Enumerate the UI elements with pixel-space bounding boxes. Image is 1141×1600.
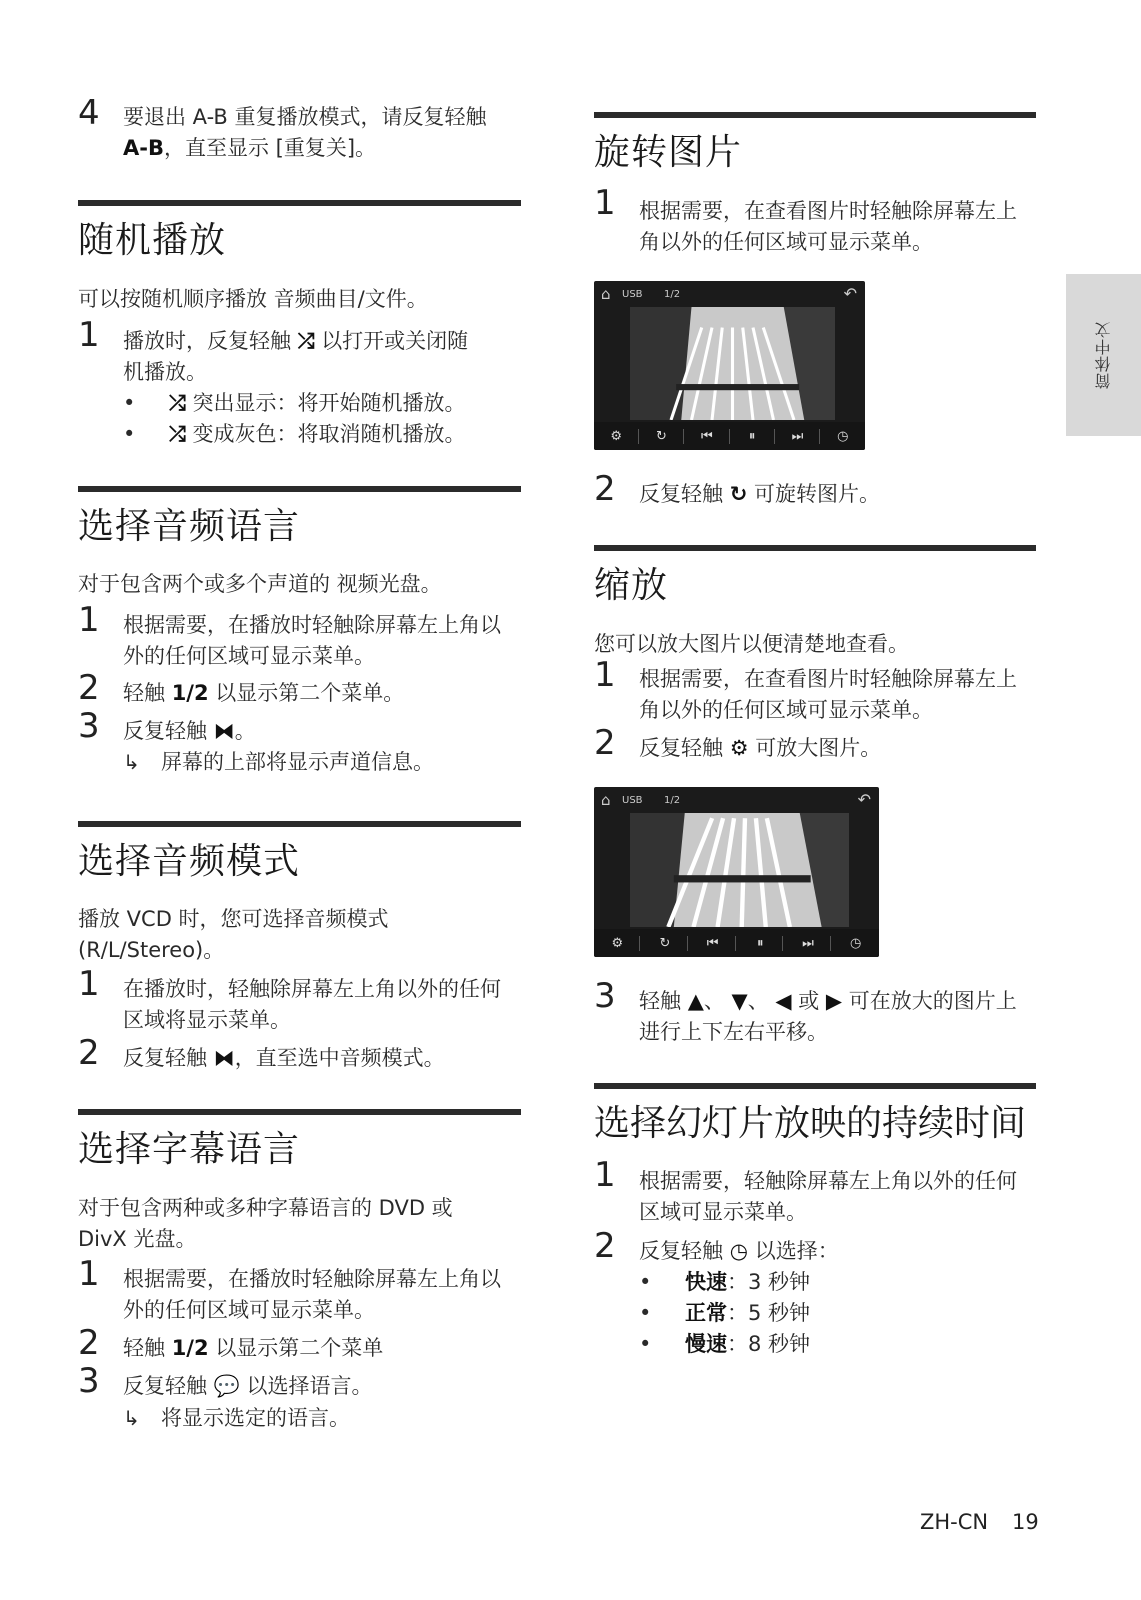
audio-mode-step-1: 在播放时，轻触除屏幕左上角以外的任何区域将显示菜单。 bbox=[123, 977, 501, 1032]
section-title-rotate: 旋转图片 bbox=[594, 132, 743, 173]
zoom-icon: ⚙ bbox=[595, 936, 640, 951]
shuffle-icon: ⤮ bbox=[297, 329, 315, 353]
section-title-slideshow: 选择幻灯片放映的持续时间 bbox=[594, 1103, 1027, 1144]
page-indicator: 1/2 bbox=[664, 289, 681, 300]
audio-language-step-3 bbox=[123, 716, 523, 747]
result-text: 将显示选定的语言。 bbox=[161, 1406, 350, 1430]
step-text: 反复轻触 bbox=[123, 1374, 207, 1398]
step-text: 反复轻触 bbox=[123, 719, 207, 743]
bullet-item: • ⤮ 变成灰色：将取消随机播放。 bbox=[123, 419, 466, 450]
step-number: 1 bbox=[78, 964, 100, 1004]
step-text: 轻触 bbox=[123, 1336, 165, 1360]
option-text: ：5 秒钟 bbox=[727, 1301, 811, 1325]
arrow-up-icon: ▲ bbox=[687, 989, 704, 1013]
next-icon: ⏭ bbox=[775, 429, 820, 444]
step-text: 反复轻触 bbox=[639, 482, 723, 506]
step-text: 可放大图片。 bbox=[755, 736, 882, 760]
zoom-icon: ⚙ bbox=[594, 429, 639, 444]
audio-language-step-2 bbox=[123, 678, 523, 709]
step-number: 1 bbox=[594, 1155, 616, 1195]
zoom-icon: ⚙ bbox=[729, 736, 749, 760]
zoom-step-3 bbox=[639, 986, 1034, 1048]
step-text: 或 bbox=[798, 989, 820, 1013]
step-number: 2 bbox=[78, 668, 100, 708]
slideshow-step-2 bbox=[639, 1236, 1039, 1267]
subtitle-step-1: 根据需要，在播放时轻触除屏幕左上角以外的任何区域可显示菜单。 bbox=[123, 1267, 501, 1322]
home-icon: ⌂ bbox=[601, 285, 611, 303]
step-text: 反复轻触 bbox=[639, 736, 723, 760]
step-number: 2 bbox=[78, 1323, 100, 1363]
back-icon: ↶ bbox=[843, 284, 857, 303]
step-number: 1 bbox=[78, 600, 100, 640]
step-number: 1 bbox=[594, 655, 616, 695]
rotate-icon: ↻ bbox=[643, 936, 688, 951]
step-number: 1 bbox=[78, 1254, 100, 1294]
bullet-item: • 正常：5 秒钟 bbox=[639, 1301, 811, 1325]
section-rule bbox=[594, 112, 1036, 118]
section-title-zoom: 缩放 bbox=[594, 565, 669, 606]
step-text: 、 bbox=[747, 989, 769, 1013]
step-text: 反复轻触 bbox=[123, 1046, 207, 1070]
step-text bbox=[123, 102, 523, 164]
audio-language-description: 对于包含两个或多个声道的 视频光盘。 bbox=[78, 572, 442, 596]
home-icon: ⌂ bbox=[601, 791, 611, 809]
step-text: 播放时，反复轻触 bbox=[123, 329, 291, 353]
page-number: 19 bbox=[1012, 1510, 1039, 1534]
step-text: 轻触 bbox=[123, 681, 165, 705]
section-rule bbox=[78, 200, 521, 206]
step-text: 以选择： bbox=[754, 1239, 839, 1263]
result-item bbox=[123, 747, 434, 778]
shuffle-step-1 bbox=[123, 326, 523, 388]
timer-icon: ◷ bbox=[729, 1239, 749, 1263]
footer-language: ZH-CN bbox=[920, 1510, 989, 1534]
audio-language-step-1: 根据需要，在播放时轻触除屏幕左上角以外的任何区域可显示菜单。 bbox=[123, 613, 501, 668]
shuffle-icon: ⤮ bbox=[169, 391, 186, 415]
side-tab-label: 简体中文 bbox=[1094, 321, 1113, 389]
photo bbox=[630, 813, 849, 927]
step-number: 4 bbox=[78, 93, 100, 133]
previous-icon: ⏮ bbox=[691, 936, 736, 951]
step-text: 以显示第二个菜单 bbox=[215, 1336, 384, 1360]
source-label: USB bbox=[622, 795, 643, 806]
player-screenshot bbox=[594, 787, 879, 957]
timer-icon: ◷ bbox=[849, 935, 862, 951]
ab-keyword: A-B bbox=[123, 136, 164, 160]
shuffle-icon: ⤮ bbox=[169, 422, 186, 446]
subtitle-icon: 💬 bbox=[213, 1374, 240, 1398]
result-item bbox=[123, 1403, 350, 1434]
bullet-item: • ⤮ 突出显示：将开始随机播放。 bbox=[123, 388, 466, 419]
rotate-icon: ↻ bbox=[639, 429, 684, 444]
step-text: 。 bbox=[234, 719, 256, 743]
arrow-right-icon: ▶ bbox=[825, 989, 843, 1013]
photo bbox=[630, 307, 835, 420]
step-number: 1 bbox=[78, 315, 100, 355]
audio-icon: ⧓ bbox=[213, 719, 235, 743]
step-number: 3 bbox=[594, 976, 616, 1016]
step-text: 、 bbox=[703, 989, 725, 1013]
shuffle-description: 可以按随机顺序播放 音频曲目/文件。 bbox=[78, 287, 428, 311]
result-arrow-icon: ↳ bbox=[123, 750, 140, 774]
bullet-item: • 慢速：8 秒钟 bbox=[639, 1332, 811, 1356]
step-text: 以选择语言。 bbox=[246, 1374, 373, 1398]
back-icon: ↶ bbox=[857, 790, 871, 809]
language-side-tab bbox=[1066, 274, 1141, 436]
step-text: 以显示第二个菜单。 bbox=[215, 681, 405, 705]
pause-icon: ⏸ bbox=[730, 429, 775, 444]
zoom-step-2 bbox=[639, 733, 1039, 764]
step-text: 轻触 bbox=[639, 989, 681, 1013]
option-keyword: 快速 bbox=[685, 1270, 727, 1294]
bullet-text: 变成灰色：将取消随机播放。 bbox=[192, 422, 466, 446]
section-title-audio-language: 选择音频语言 bbox=[78, 506, 301, 547]
arrow-left-icon: ◀ bbox=[775, 989, 792, 1013]
step-text: 机播放。 bbox=[123, 360, 207, 384]
pause-icon: ⏸ bbox=[738, 936, 783, 951]
subtitle-description: 对于包含两种或多种字幕语言的 DVD 或 DivX 光盘。 bbox=[78, 1196, 453, 1251]
rotate-step-2 bbox=[639, 479, 1039, 510]
step-text: 可在放大的图片上进行上下左右平移。 bbox=[639, 989, 1017, 1044]
rotate-step-1: 根据需要，在查看图片时轻触除屏幕左上角以外的任何区域可显示菜单。 bbox=[639, 199, 1017, 254]
step-text: 以打开或关闭随 bbox=[321, 329, 469, 353]
step-text-line2: ，直至显示 [重复关]。 bbox=[163, 136, 377, 160]
arrow-down-icon: ▼ bbox=[731, 989, 748, 1013]
previous-icon: ⏮ bbox=[685, 429, 730, 444]
subtitle-step-2 bbox=[123, 1333, 523, 1364]
option-keyword: 慢速 bbox=[685, 1332, 727, 1356]
source-label: USB bbox=[622, 289, 643, 300]
section-title-shuffle: 随机播放 bbox=[78, 220, 227, 261]
page-indicator: 1/2 bbox=[664, 795, 681, 806]
section-title-audio-mode: 选择音频模式 bbox=[78, 841, 301, 882]
audio-icon: ⧓ bbox=[213, 1046, 235, 1070]
option-keyword: 正常 bbox=[685, 1301, 727, 1325]
step-number: 1 bbox=[594, 183, 616, 223]
rotate-icon: ↻ bbox=[729, 482, 748, 506]
page-keyword: 1/2 bbox=[171, 681, 209, 705]
step-text: 反复轻触 bbox=[639, 1239, 723, 1263]
section-rule bbox=[78, 486, 521, 492]
bullet-item: • 快速：3 秒钟 bbox=[639, 1270, 811, 1294]
audio-mode-description: 播放 VCD 时，您可选择音频模式 (R/L/Stereo)。 bbox=[78, 907, 389, 962]
subtitle-step-3 bbox=[123, 1371, 523, 1402]
step-text-line1: 要退出 A-B 重复播放模式，请反复轻触 bbox=[123, 105, 487, 129]
result-arrow-icon: ↳ bbox=[123, 1406, 140, 1430]
slideshow-step-1: 根据需要，轻触除屏幕左上角以外的任何区域可显示菜单。 bbox=[639, 1169, 1017, 1224]
step-number: 2 bbox=[594, 1226, 616, 1266]
section-rule bbox=[594, 545, 1036, 551]
step-text: ，直至选中音频模式。 bbox=[234, 1046, 445, 1070]
option-text: ：8 秒钟 bbox=[727, 1332, 811, 1356]
section-rule bbox=[78, 1109, 521, 1115]
section-title-subtitle: 选择字幕语言 bbox=[78, 1129, 301, 1170]
option-text: ：3 秒钟 bbox=[727, 1270, 811, 1294]
next-icon: ⏭ bbox=[786, 936, 831, 951]
step-number: 2 bbox=[594, 723, 616, 763]
step-number: 2 bbox=[594, 469, 616, 509]
zoom-step-1: 根据需要，在查看图片时轻触除屏幕左上角以外的任何区域可显示菜单。 bbox=[639, 667, 1017, 722]
player-screenshot bbox=[594, 281, 865, 450]
step-number: 3 bbox=[78, 706, 100, 746]
step-number: 2 bbox=[78, 1033, 100, 1073]
audio-mode-step-2 bbox=[123, 1043, 523, 1074]
step-text: 可旋转图片。 bbox=[753, 482, 880, 506]
section-rule bbox=[78, 821, 521, 827]
section-rule bbox=[594, 1083, 1036, 1089]
bullet-text: 突出显示：将开始随机播放。 bbox=[192, 391, 466, 415]
result-text: 屏幕的上部将显示声道信息。 bbox=[161, 750, 434, 774]
page-keyword: 1/2 bbox=[171, 1336, 209, 1360]
timer-icon: ◷ bbox=[837, 428, 849, 444]
zoom-description: 您可以放大图片以便清楚地查看。 bbox=[594, 632, 909, 656]
step-number: 3 bbox=[78, 1361, 100, 1401]
